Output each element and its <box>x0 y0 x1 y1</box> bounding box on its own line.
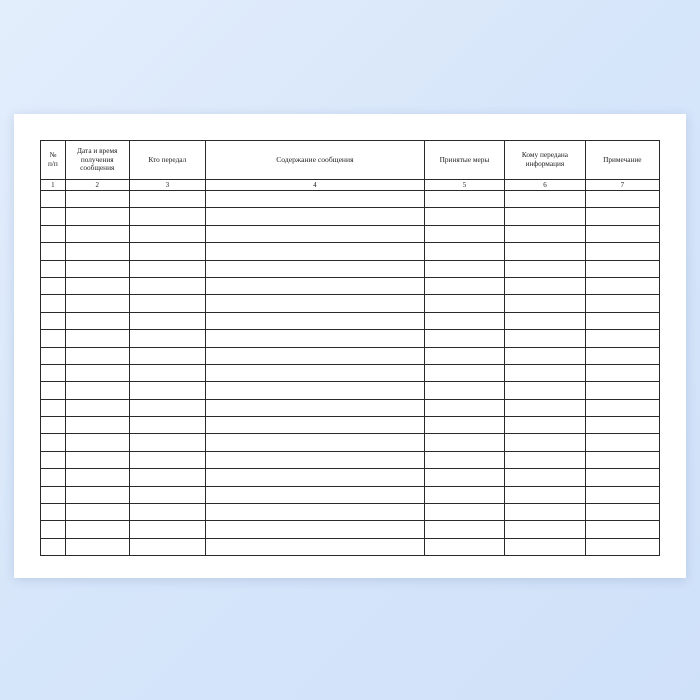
table-cell[interactable] <box>585 295 659 312</box>
table-cell[interactable] <box>41 382 66 399</box>
table-cell[interactable] <box>129 225 205 242</box>
table-cell[interactable] <box>41 451 66 468</box>
column-number: 7 <box>585 180 659 191</box>
table-cell[interactable] <box>505 434 585 451</box>
table-cell[interactable] <box>41 417 66 434</box>
table-cell[interactable] <box>41 191 66 208</box>
table-cell[interactable] <box>41 486 66 503</box>
table-cell[interactable] <box>65 486 129 503</box>
table-cell[interactable] <box>585 364 659 381</box>
table-cell[interactable] <box>206 486 425 503</box>
header-text: № <box>49 150 57 160</box>
table-cell[interactable] <box>65 469 129 486</box>
table-cell[interactable] <box>129 486 205 503</box>
header-text: Кто передал <box>148 154 187 164</box>
table-row <box>41 347 660 364</box>
table-row <box>41 434 660 451</box>
table-cell[interactable] <box>41 260 66 277</box>
table-row <box>41 312 660 329</box>
table-cell[interactable] <box>206 260 425 277</box>
table-cell[interactable] <box>65 382 129 399</box>
table-cell[interactable] <box>206 469 425 486</box>
table-cell[interactable] <box>585 208 659 225</box>
header-cell-sender <box>129 141 205 180</box>
table-row <box>41 208 660 225</box>
table-cell[interactable] <box>41 364 66 381</box>
table-cell[interactable] <box>206 312 425 329</box>
table-cell[interactable] <box>41 208 66 225</box>
table-cell[interactable] <box>65 330 129 347</box>
table-cell[interactable] <box>129 191 205 208</box>
table-row <box>41 417 660 434</box>
table-cell[interactable] <box>65 347 129 364</box>
header-row <box>41 141 660 180</box>
table-cell[interactable] <box>585 538 659 555</box>
table-cell[interactable] <box>129 538 205 555</box>
table-header <box>41 141 660 191</box>
column-number: 3 <box>129 180 205 191</box>
table-cell[interactable] <box>505 295 585 312</box>
table-cell[interactable] <box>65 451 129 468</box>
table-row <box>41 486 660 503</box>
column-number: 5 <box>424 180 504 191</box>
column-number: 6 <box>505 180 585 191</box>
table-cell[interactable] <box>65 538 129 555</box>
table-cell[interactable] <box>505 417 585 434</box>
table-cell[interactable] <box>206 364 425 381</box>
table-cell[interactable] <box>41 225 66 242</box>
table-cell[interactable] <box>65 364 129 381</box>
table-cell[interactable] <box>41 295 66 312</box>
table-cell[interactable] <box>41 243 66 260</box>
table-row <box>41 469 660 486</box>
table-cell[interactable] <box>424 538 504 555</box>
header-text: Кому передана <box>521 150 568 160</box>
header-text: п/п <box>47 159 58 168</box>
table-cell[interactable] <box>424 504 504 521</box>
table-cell[interactable] <box>206 225 425 242</box>
table-cell[interactable] <box>129 208 205 225</box>
table-cell[interactable] <box>65 208 129 225</box>
journal-table <box>40 140 660 556</box>
table-cell[interactable] <box>505 277 585 294</box>
table-cell[interactable] <box>206 451 425 468</box>
table-cell[interactable] <box>206 399 425 416</box>
table-row <box>41 399 660 416</box>
table-cell[interactable] <box>65 504 129 521</box>
table-cell[interactable] <box>505 469 585 486</box>
table-cell[interactable] <box>41 277 66 294</box>
table-cell[interactable] <box>206 277 425 294</box>
table-cell[interactable] <box>505 382 585 399</box>
table-cell[interactable] <box>424 347 504 364</box>
table-cell[interactable] <box>206 504 425 521</box>
table-cell[interactable] <box>424 382 504 399</box>
table-cell[interactable] <box>65 277 129 294</box>
table-row <box>41 364 660 381</box>
table-cell[interactable] <box>41 434 66 451</box>
table-cell[interactable] <box>41 312 66 329</box>
table-cell[interactable] <box>129 295 205 312</box>
column-number: 2 <box>65 180 129 191</box>
table-cell[interactable] <box>129 417 205 434</box>
table-cell[interactable] <box>424 191 504 208</box>
table-row <box>41 243 660 260</box>
table-cell[interactable] <box>65 312 129 329</box>
table-row <box>41 382 660 399</box>
table-cell[interactable] <box>505 208 585 225</box>
table-cell[interactable] <box>206 191 425 208</box>
header-cell-measures <box>424 141 504 180</box>
table-cell[interactable] <box>65 243 129 260</box>
table-row <box>41 295 660 312</box>
table-cell[interactable] <box>424 208 504 225</box>
header-text: получения <box>80 154 114 164</box>
table-cell[interactable] <box>424 451 504 468</box>
table-cell[interactable] <box>505 364 585 381</box>
table-cell[interactable] <box>206 382 425 399</box>
table-cell[interactable] <box>65 417 129 434</box>
table-cell[interactable] <box>206 434 425 451</box>
table-row <box>41 504 660 521</box>
table-cell[interactable] <box>585 347 659 364</box>
header-text: информация <box>525 159 565 168</box>
table-cell[interactable] <box>65 434 129 451</box>
table-cell[interactable] <box>129 312 205 329</box>
table-cell[interactable] <box>505 330 585 347</box>
table-cell[interactable] <box>129 504 205 521</box>
table-cell[interactable] <box>424 399 504 416</box>
table-cell[interactable] <box>424 295 504 312</box>
table-cell[interactable] <box>505 260 585 277</box>
table-cell[interactable] <box>65 521 129 538</box>
table-cell[interactable] <box>505 225 585 242</box>
table-cell[interactable] <box>424 260 504 277</box>
table-cell[interactable] <box>206 208 425 225</box>
table-cell[interactable] <box>585 504 659 521</box>
header-text: Дата и время <box>77 146 118 156</box>
table-cell[interactable] <box>65 225 129 242</box>
header-cell-datetime <box>65 141 129 180</box>
table-cell[interactable] <box>505 504 585 521</box>
table-cell[interactable] <box>424 486 504 503</box>
column-number-row <box>41 180 660 191</box>
table-row <box>41 451 660 468</box>
table-row <box>41 225 660 242</box>
table-row <box>41 521 660 538</box>
table-cell[interactable] <box>505 312 585 329</box>
table-cell[interactable] <box>206 417 425 434</box>
table-cell[interactable] <box>206 347 425 364</box>
column-number: 4 <box>206 180 425 191</box>
table-row <box>41 330 660 347</box>
table-cell[interactable] <box>65 295 129 312</box>
table-cell[interactable] <box>129 399 205 416</box>
table-cell[interactable] <box>424 243 504 260</box>
table-cell[interactable] <box>41 347 66 364</box>
header-text: сообщения <box>80 163 115 173</box>
table-cell[interactable] <box>585 382 659 399</box>
table-cell[interactable] <box>424 277 504 294</box>
table-body <box>41 191 660 556</box>
table-cell[interactable] <box>206 243 425 260</box>
table-cell[interactable] <box>129 382 205 399</box>
table-cell[interactable] <box>585 469 659 486</box>
table-cell[interactable] <box>585 330 659 347</box>
paper-page <box>14 114 686 578</box>
table-row <box>41 538 660 555</box>
header-cell-number <box>41 141 66 180</box>
table-cell[interactable] <box>585 521 659 538</box>
table-row <box>41 277 660 294</box>
table-cell[interactable] <box>129 260 205 277</box>
table-cell[interactable] <box>129 451 205 468</box>
table-cell[interactable] <box>424 469 504 486</box>
table-cell[interactable] <box>505 347 585 364</box>
table-cell[interactable] <box>585 260 659 277</box>
table-cell[interactable] <box>505 521 585 538</box>
table-cell[interactable] <box>424 364 504 381</box>
table-cell[interactable] <box>424 521 504 538</box>
table-cell[interactable] <box>424 434 504 451</box>
table-cell[interactable] <box>505 486 585 503</box>
table-cell[interactable] <box>206 330 425 347</box>
table-cell[interactable] <box>505 399 585 416</box>
table-cell[interactable] <box>424 417 504 434</box>
table-cell[interactable] <box>129 277 205 294</box>
table-cell[interactable] <box>585 417 659 434</box>
table-cell[interactable] <box>424 312 504 329</box>
table-cell[interactable] <box>505 451 585 468</box>
table-cell[interactable] <box>65 260 129 277</box>
journal-table-container <box>40 140 660 556</box>
table-cell[interactable] <box>505 191 585 208</box>
table-cell[interactable] <box>424 330 504 347</box>
table-cell[interactable] <box>129 330 205 347</box>
table-cell[interactable] <box>41 399 66 416</box>
table-cell[interactable] <box>129 243 205 260</box>
table-cell[interactable] <box>585 486 659 503</box>
table-cell[interactable] <box>505 243 585 260</box>
table-cell[interactable] <box>585 399 659 416</box>
table-cell[interactable] <box>585 434 659 451</box>
header-cell-recipient <box>505 141 585 180</box>
table-cell[interactable] <box>206 521 425 538</box>
table-row <box>41 191 660 208</box>
header-cell-note <box>585 141 659 180</box>
table-cell[interactable] <box>65 191 129 208</box>
table-cell[interactable] <box>585 191 659 208</box>
table-cell[interactable] <box>206 295 425 312</box>
table-cell[interactable] <box>41 521 66 538</box>
header-text: Содержание сообщения <box>276 154 354 164</box>
table-row <box>41 260 660 277</box>
table-cell[interactable] <box>129 469 205 486</box>
table-cell[interactable] <box>424 225 504 242</box>
header-text: Принятые меры <box>439 154 490 164</box>
table-cell[interactable] <box>129 434 205 451</box>
header-text: Примечание <box>603 154 642 164</box>
column-number: 1 <box>41 180 66 191</box>
table-cell[interactable] <box>129 364 205 381</box>
table-cell[interactable] <box>206 538 425 555</box>
table-cell[interactable] <box>41 469 66 486</box>
table-cell[interactable] <box>41 504 66 521</box>
table-cell[interactable] <box>41 330 66 347</box>
table-cell[interactable] <box>505 538 585 555</box>
table-cell[interactable] <box>585 225 659 242</box>
table-cell[interactable] <box>129 347 205 364</box>
table-cell[interactable] <box>585 312 659 329</box>
table-cell[interactable] <box>65 399 129 416</box>
table-cell[interactable] <box>585 243 659 260</box>
table-cell[interactable] <box>129 521 205 538</box>
table-cell[interactable] <box>585 277 659 294</box>
table-cell[interactable] <box>585 451 659 468</box>
header-cell-message-content <box>206 141 425 180</box>
table-cell[interactable] <box>41 538 66 555</box>
